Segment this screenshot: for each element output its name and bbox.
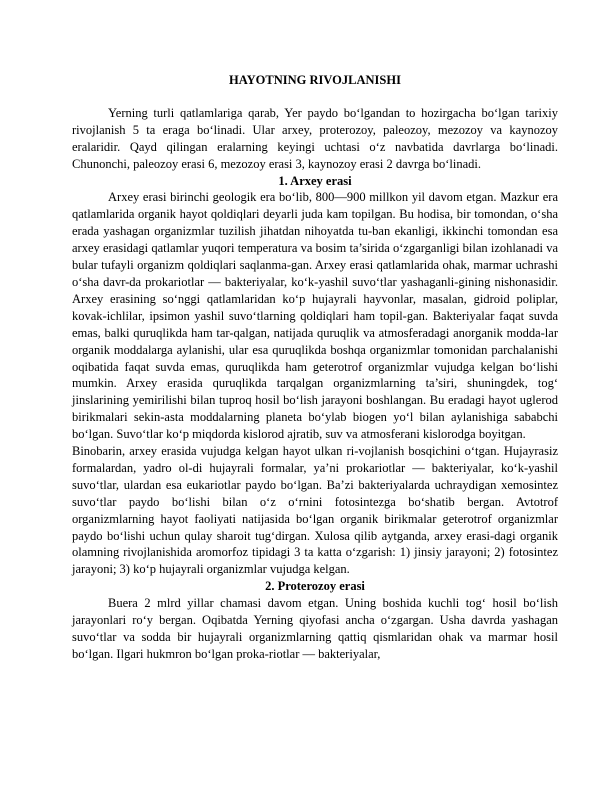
arxey-paragraph-1: Arxey erasi birinchi geologik era bo‘lib, 800—900 millkon yil davom etgan. Mazkur era qatlamlarida organik hayot qoldiqlari deyarli juda kam topilgan. Bu hodisa, bir tomondan, o‘sha erada yashagan organizmlar tuzilish jihatdan nihoyatda tu-ban ekanligi, ikkinchi tomondan esa arxey erasidagi qatlamlar yuqori temperatura va bosim ta’sirida o‘zgarganligi bilan izohlanadi va bular tufayli organizm qoldiqlari saqlanma-gan. Arxey erasi qatlamlarida ohak, marmar uchrashi o‘sha davr-da prokariotlar — bakteriyalar, ko‘k-yashil suvo‘tlar yashaganli-gining nishonasidir. Arxey erasining so‘nggi qatlamlaridan ko‘p hujayrali hayvonlar, masalan, gidroid poliplar, kovak-ichlilar, ipsimon yashil suvo‘tlarning qoldiqlari ham topil-gan. Bakteriyalar faqat suvda emas, balki quruqlikda ham tar-qalgan, natijada quruqlik va atmosferadagi anorganik modda-lar organik moddalarga aylanishi, ular esa quruqlikda boshqa organizmlar tomonidan parchalanishi oqibatida faqat suvda emas, quruqlikda ham geterotrof organizmlar vujudga kelgan bo‘lishi mumkin. Arxey erasida quruqlikda tarqalgan organizmlarning ta’siri, shuningdek, tog‘ jinslarining yemirilishi bilan tuproq hosil bo‘lish jarayoni boshlangan. Bu eradagi hayot uglerod birikmalari sekin-asta moddalarning planeta bo‘ylab biogen yo‘l bilan aylanishiga sababchi bo‘lgan. Suvo‘tlar ko‘p miqdorda kislorod ajratib, suv va atmosferani kislorodga boyitgan. (72, 190, 558, 442)
document-title: HAYOTNING RIVOJLANISHI (229, 73, 401, 87)
proterozoy-paragraph-1: Buera 2 mlrd yillar chamasi davom etgan. Uning boshida kuchli tog‘ hosil bo‘lish jarayonlari ro‘y bergan. Oqibatda Yerning qiyofasi ancha o‘zgargan. Usha davrda yashagan suvo‘tlar va sodda bir hujayrali organizmlarning qattiq qismlaridan ohak va marmar hosil bo‘lgan. Ilgari hukmron bo‘lgan proka-riotlar — bakteriyalar, (72, 596, 558, 661)
arxey-paragraph-2: Binobarin, arxey erasida vujudga kelgan hayot ulkan ri-vojlanish bosqichini o‘tgan. Hujayrasiz formalardan, yadro ol-di hujayrali formalar, ya’ni prokariotlar — bakteriyalar, ko‘k-yashil suvo‘tlar, ulardan esa eukariotlar paydo bo‘lgan. Ba’zi bakteriyalarda uchraydigan xemosintez suvo‘tlar paydo bo‘lishi bilan o‘z o‘rnini fotosintezga bo‘shatib bergan. Avtotrof organizmlarning hayot faoliyati natijasida bo‘lgan organik birikmalar geterotrof organizmlar paydo bo‘lishi uchun qulay sharoit tug‘dirgan. Xulosa qilib aytganda, arxey erasi-dagi organik olamning rivojlanishida aromorfoz tipidagi 3 ta katta o‘zgarish: 1) jinsiy jarayoni; 2) fotosintez jarayoni; 3) ko‘p hujayrali organizmlar vujudga kelgan. (72, 444, 558, 577)
intro-paragraph: Yerning turli qatlamlariga qarab, Yer paydo bo‘lgandan to hozirgacha bo‘lgan tarixiy rivojlanish 5 ta eraga bo‘linadi. Ular arxey, proterozoy, paleozoy, mezozoy va kaynozoy eralaridir. Qayd qilingan eralarning keyingi uchtasi o‘z navbatida davrlarga bo‘linadi. Chunonchi, paleozoy erasi 6, mezozoy erasi 3, kaynozoy erasi 2 davrga bo‘linadi. (72, 105, 558, 171)
section-heading-arxey: 1. Arxey erasi (278, 173, 352, 188)
section-heading-proterozoy: 2. Proterozoy erasi (265, 579, 365, 594)
